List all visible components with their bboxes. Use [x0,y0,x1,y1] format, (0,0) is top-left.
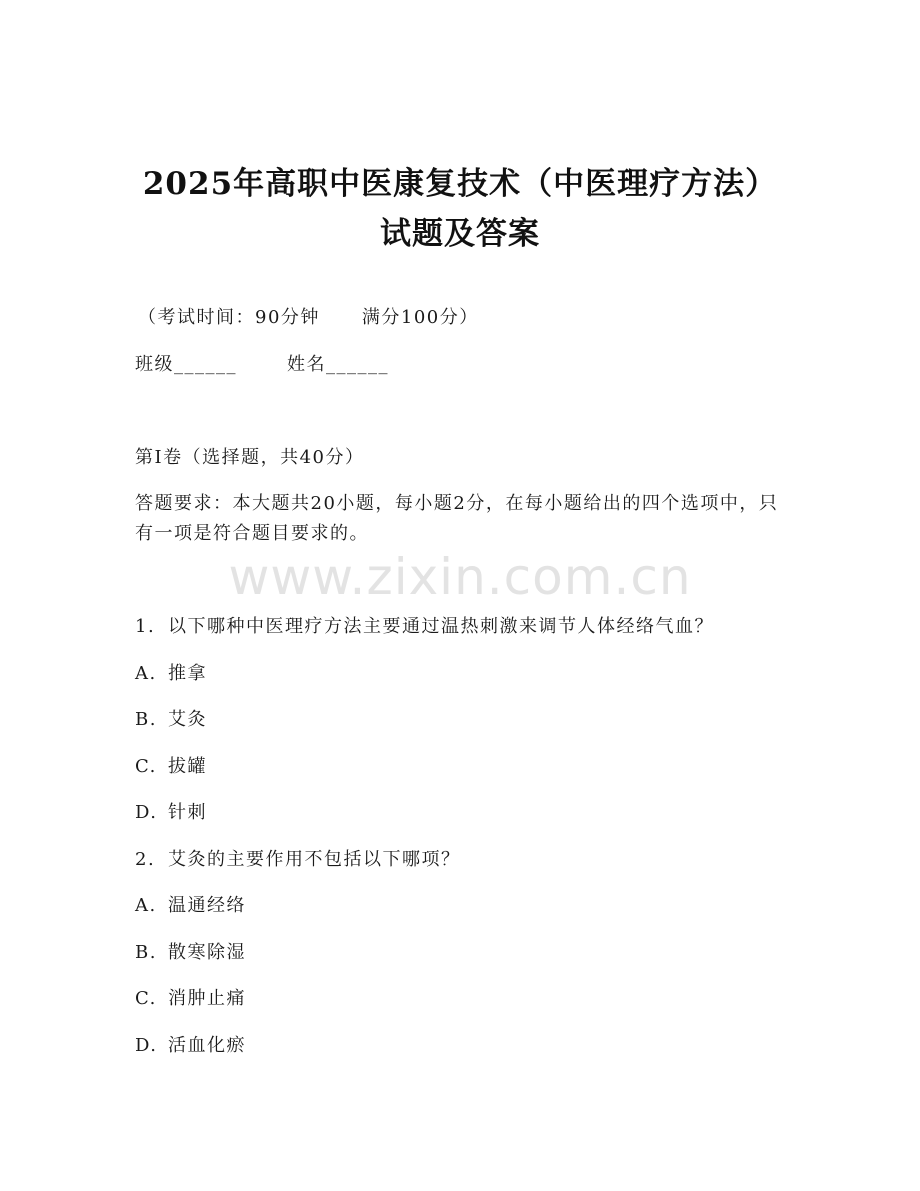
question-1-option-c [135,752,207,778]
option-label: C. [135,988,157,1009]
question-2 [135,845,461,871]
question-text: 艾灸的主要作用不包括以下哪项？ [168,849,461,870]
option-text: 消肿止痛 [168,988,246,1009]
option-text: 拔罐 [168,756,207,777]
question-1-option-a [135,659,207,685]
option-label: A. [135,663,157,684]
option-text: 散寒除湿 [168,942,246,963]
student-info [135,350,389,376]
instructions: 答题要求：本大题共20小题，每小题2分，在每小题给出的四个选项中，只有一项是符合题目要求的。 [135,493,779,544]
option-text: 艾灸 [168,709,207,730]
option-label: B. [135,709,157,730]
full-score: 满分100分） [361,307,479,328]
option-label: C. [135,756,157,777]
option-label: D. [135,1035,158,1056]
option-label: B. [135,942,157,963]
class-field: 班级______ [135,354,237,375]
question-number: 1. [135,616,156,637]
question-text: 以下哪种中医理疗方法主要通过温热刺激来调节人体经络气血？ [168,616,714,637]
question-2-option-d [135,1031,246,1057]
question-1-option-d [135,798,207,824]
question-2-option-c [135,984,246,1010]
question-2-option-b [135,938,246,964]
name-field: 姓名______ [287,354,389,375]
option-text: 活血化瘀 [168,1035,246,1056]
question-2-option-a [135,891,246,917]
section-heading: 第I卷（选择题，共40分） [135,447,365,468]
option-label: A. [135,895,157,916]
option-label: D. [135,802,158,823]
option-text: 温通经络 [168,895,246,916]
document-title-line-1: 2025年高职中医康复技术（中医理疗方法） [142,166,778,202]
watermark: www.zixin.com.cn [228,548,692,606]
exam-meta [138,303,479,329]
question-1 [135,612,714,638]
exam-time: （考试时间：90分钟 [138,307,320,328]
question-1-option-b [135,705,207,731]
document-title-line-2: 试题及答案 [380,216,540,252]
option-text: 推拿 [168,663,207,684]
question-number: 2. [135,849,156,870]
option-text: 针刺 [168,802,207,823]
